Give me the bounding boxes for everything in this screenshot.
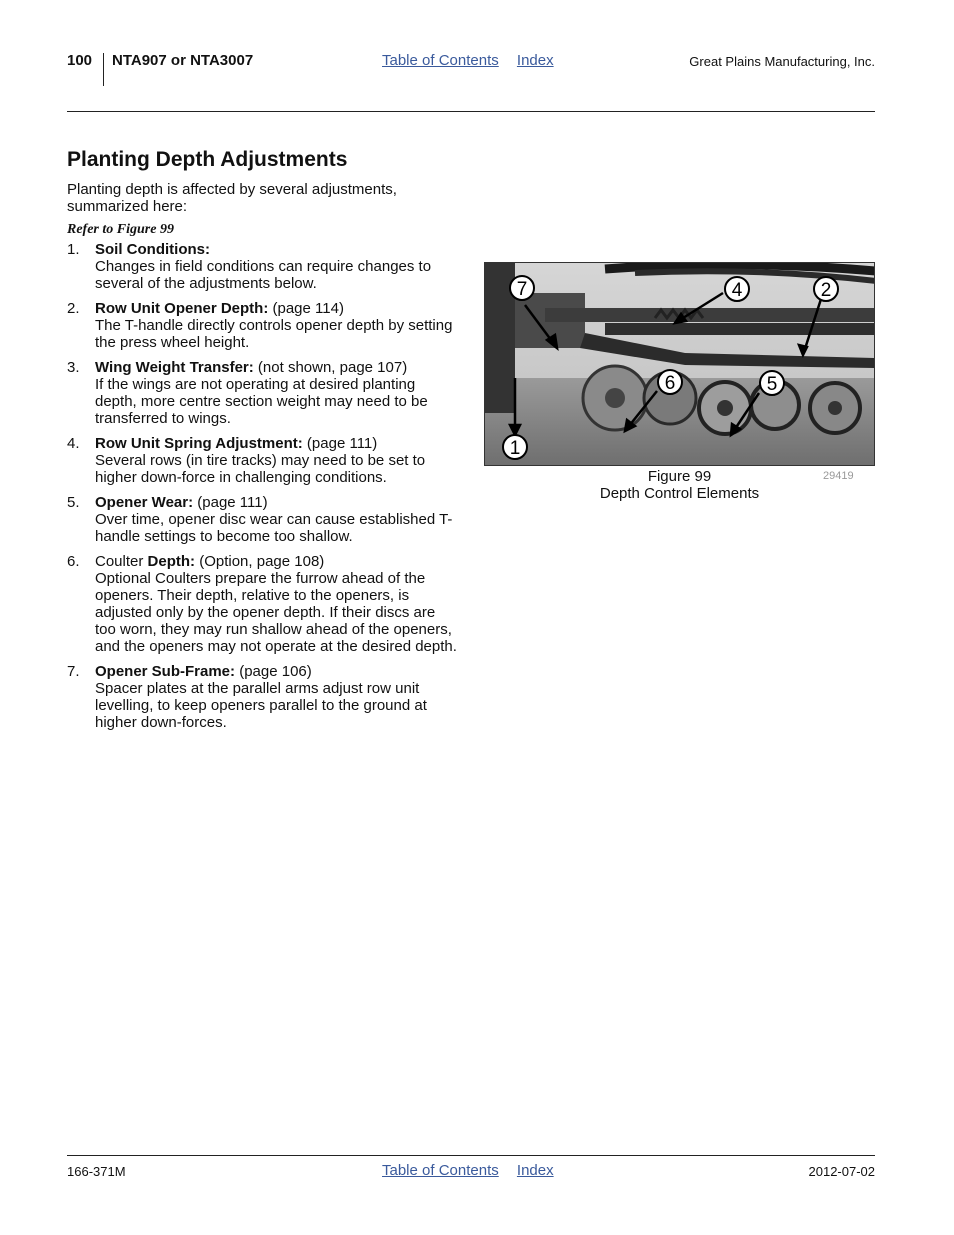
callout-label: 2 — [820, 280, 832, 301]
item-number: 5. — [67, 494, 80, 511]
footer-nav — [382, 1162, 568, 1179]
list-item — [67, 359, 457, 427]
item-number: 4. — [67, 435, 80, 452]
item-description: Spacer plates at the parallel arms adjust row unit levelling, to keep openers parallel to the ground at higher down-forces. — [95, 680, 427, 731]
list-item — [67, 663, 457, 731]
item-page-ref: (page 106) — [235, 663, 312, 680]
item-description: Changes in field conditions can require changes to several of the adjustments below. — [95, 258, 432, 292]
adjustment-list — [67, 241, 457, 739]
list-item — [67, 300, 457, 351]
list-item — [67, 241, 457, 292]
item-description: If the wings are not operating at desired planting depth, more centre section weight may need to be transferred to wings. — [95, 376, 428, 427]
index-link[interactable]: Index — [516, 52, 554, 69]
item-description: Over time, opener disc wear can cause established T-handle settings to become too shallow. — [95, 511, 453, 545]
item-heading: Wing Weight Transfer: — [95, 359, 254, 376]
header-nav — [382, 52, 568, 69]
callout-label: 1 — [509, 438, 521, 459]
document-date: 2012-07-02 — [808, 1164, 875, 1179]
item-page-ref: (not shown, page 107) — [253, 359, 408, 376]
item-number: 6. — [67, 553, 80, 570]
figure-title: Depth Control Elements — [599, 485, 760, 502]
callout-label: 7 — [516, 279, 528, 300]
item-heading: Soil Conditions: — [95, 241, 210, 258]
item-page-ref: (page 114) — [268, 300, 344, 317]
item-number: 2. — [67, 300, 80, 317]
header-rule — [67, 111, 875, 112]
footer-rule — [67, 1155, 875, 1156]
frame-shape — [545, 308, 875, 322]
callout-label: 5 — [766, 374, 778, 395]
figure-photo — [484, 262, 875, 466]
item-number: 1. — [67, 241, 80, 258]
page-number: 100 — [67, 52, 93, 69]
model-name: NTA907 or NTA3007 — [112, 52, 254, 69]
item-heading: Opener Wear: — [95, 494, 194, 511]
intro-text: Planting depth is affected by several adjustments, summarized here: — [67, 181, 397, 215]
coulter-hub — [605, 388, 625, 408]
press-wheel-hub — [828, 401, 842, 415]
toc-link[interactable]: Table of Contents — [382, 1162, 499, 1179]
item-heading: Row Unit Spring Adjustment: — [95, 435, 303, 452]
figure-caption — [484, 468, 875, 502]
item-heading: Opener Sub-Frame: — [95, 663, 236, 680]
figure-code: 29419 — [823, 470, 854, 482]
item-page-ref: (Option, page 108) — [195, 553, 325, 570]
item-description: Optional Coulters prepare the furrow ahead of the openers. Their depth, relative to the openers, is adjusted only by the opener depth. If their discs are too worn, they may run shallow ahead of the openers, and the openers may not operate at the desired depth. — [95, 570, 457, 655]
header-divider — [103, 53, 104, 86]
list-item — [67, 553, 457, 655]
figure-reference: Refer to Figure 99 — [67, 222, 174, 237]
item-description: Several rows (in tire tracks) may need to be set to higher down-force in challenging conditions. — [95, 452, 426, 486]
toc-link[interactable]: Table of Contents — [382, 52, 499, 69]
item-page-ref: (page 111) — [302, 435, 378, 452]
frame-shape — [605, 323, 875, 335]
figure-label: Figure 99 — [647, 468, 712, 485]
planter-illustration — [485, 263, 875, 466]
item-page-ref: (page 111) — [193, 494, 268, 511]
section-title: Planting Depth Adjustments — [67, 148, 348, 171]
item-heading: Depth: — [147, 553, 196, 570]
company-name: Great Plains Manufacturing, Inc. — [689, 54, 875, 69]
item-description: The T-handle directly controls opener depth by setting the press wheel height. — [95, 317, 453, 351]
item-heading: Row Unit Opener Depth: — [95, 300, 269, 317]
callout-label: 4 — [731, 280, 743, 301]
press-wheel-hub — [717, 400, 733, 416]
item-number: 7. — [67, 663, 80, 680]
document-number: 166-371M — [67, 1164, 126, 1179]
callout-label: 6 — [664, 373, 676, 394]
item-number: 3. — [67, 359, 80, 376]
list-item — [67, 494, 457, 545]
index-link[interactable]: Index — [516, 1162, 554, 1179]
list-item — [67, 435, 457, 486]
item-prefix: Coulter — [95, 553, 148, 570]
